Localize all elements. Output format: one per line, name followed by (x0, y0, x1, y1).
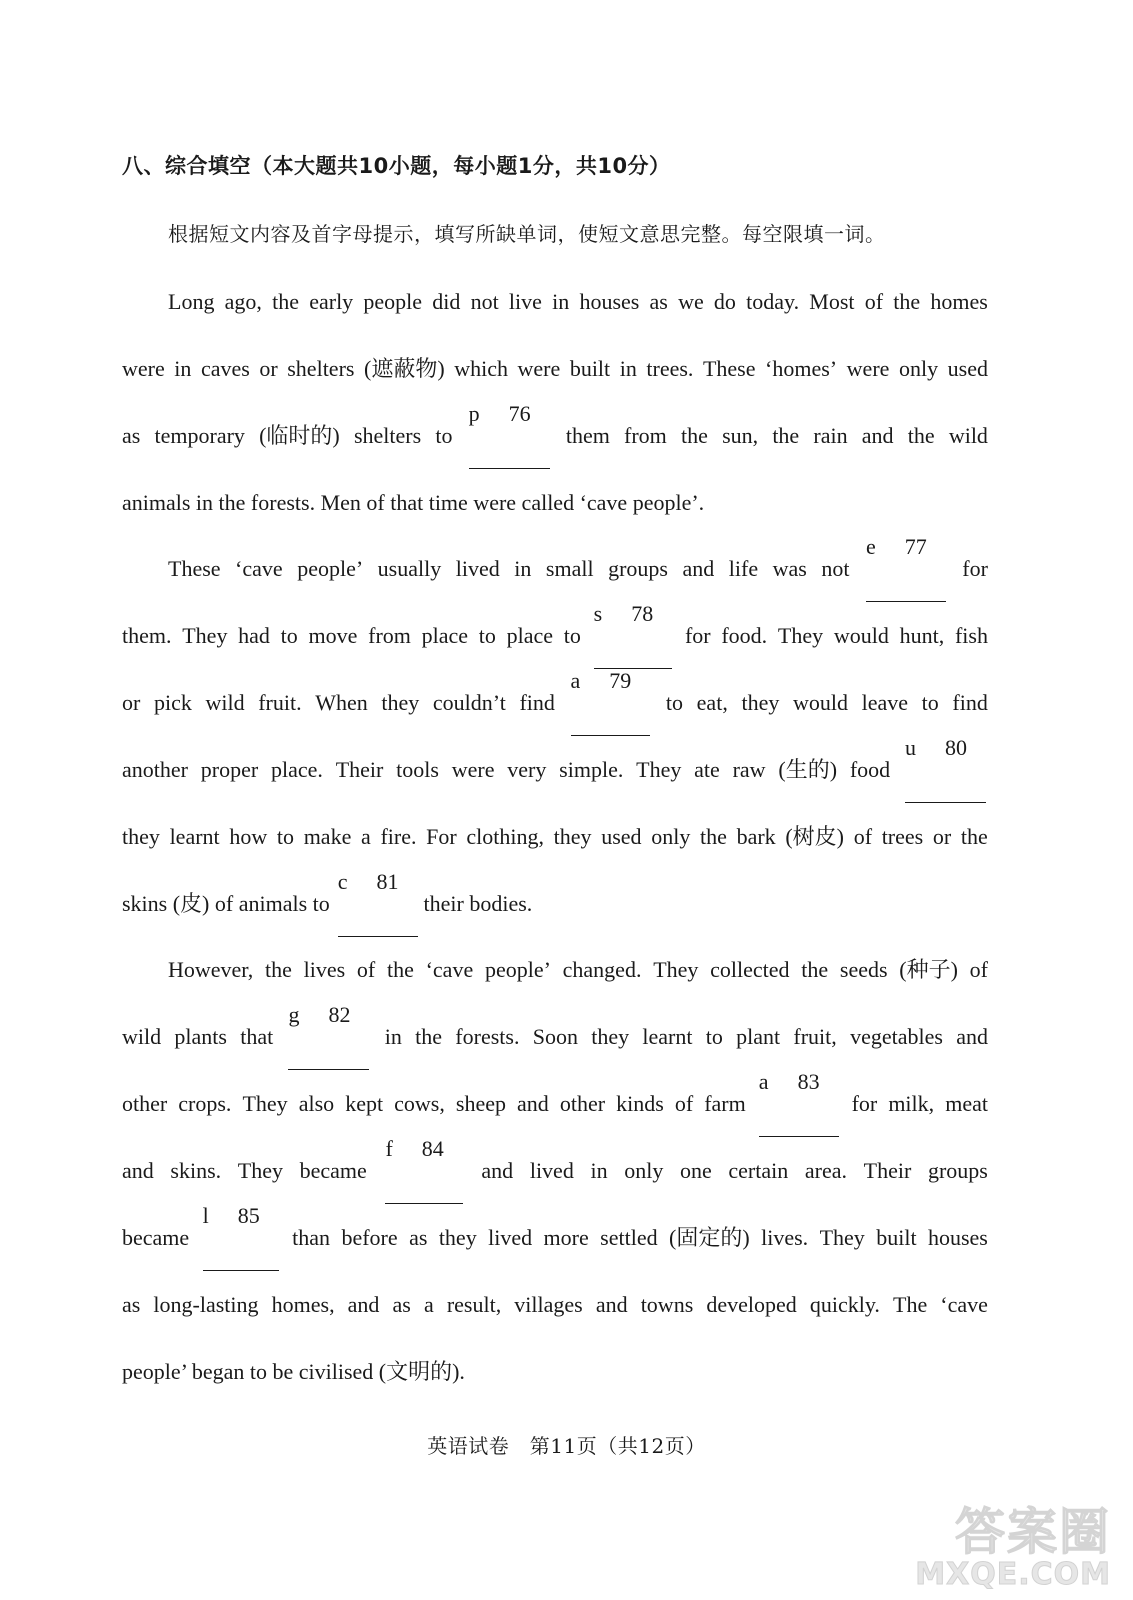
text-line (122, 1137, 988, 1204)
word: to (705, 1024, 723, 1049)
blank-82[interactable]: g 82 (288, 1003, 369, 1070)
word: These (168, 556, 221, 581)
word: and (122, 1158, 154, 1183)
word: were (517, 356, 561, 381)
word: life (728, 556, 759, 581)
word: than (292, 1225, 331, 1250)
word: ate (694, 757, 720, 782)
word: would (833, 623, 889, 648)
word: the (415, 1024, 443, 1049)
word: not (821, 556, 850, 581)
word: These (702, 356, 756, 381)
line-text: people’ began to be civilised (文明的). (122, 1359, 465, 1384)
text-line (122, 535, 988, 602)
text-line (122, 469, 988, 536)
word: place. (270, 757, 323, 782)
section-heading: 八、综合填空（本大题共10小题，每小题1分，共10分） (122, 154, 671, 178)
word: food (849, 757, 891, 782)
word: before (341, 1225, 398, 1250)
word: shelters (287, 356, 355, 381)
word: and (481, 1158, 514, 1183)
text-line (122, 736, 988, 803)
word: people’ (484, 957, 551, 982)
word: as (649, 289, 668, 314)
word: the (386, 957, 414, 982)
word: the (680, 423, 708, 448)
word: Most (809, 289, 855, 314)
word: fruit, (793, 1024, 837, 1049)
word: They (653, 957, 699, 982)
text-line (122, 602, 988, 669)
blank-76[interactable]: p 76 (469, 402, 550, 469)
word: groups (608, 556, 668, 581)
word: find (952, 690, 988, 715)
word: became (122, 1225, 190, 1250)
word: to (276, 824, 295, 849)
word: ‘cave (235, 556, 283, 581)
word: villages (514, 1292, 583, 1317)
word: which (454, 356, 508, 381)
word: quickly. (809, 1292, 880, 1317)
section-instruction: 根据短文内容及首字母提示，填写所缺单词，使短文意思完整。每空限填一词。 (168, 222, 886, 246)
word: the (264, 957, 292, 982)
word: live (508, 289, 542, 314)
word: were (451, 757, 495, 782)
blank-83[interactable]: a 83 (759, 1070, 839, 1137)
word: lives (303, 957, 346, 982)
blank-84[interactable]: f 84 (385, 1137, 462, 1204)
word: skins. (170, 1158, 222, 1183)
word: (生的) (778, 757, 838, 782)
word: to (435, 423, 453, 448)
word: eat, (696, 690, 728, 715)
word: the (772, 423, 800, 448)
word: lived (488, 1225, 533, 1250)
word: food. (721, 623, 768, 648)
passage-paragraph-2 (122, 535, 988, 937)
word: When (315, 690, 368, 715)
word: pick (153, 690, 192, 715)
word: tools (396, 757, 439, 782)
word: they (438, 1225, 477, 1250)
word: them (565, 423, 610, 448)
word: Soon (532, 1024, 578, 1049)
word: would (792, 690, 848, 715)
word: collected (710, 957, 790, 982)
word: of (864, 289, 884, 314)
word: people’ (297, 556, 364, 581)
word: Long (168, 289, 215, 314)
word: the (700, 824, 727, 849)
word: However, (168, 957, 254, 982)
word: caves (200, 356, 250, 381)
word: were (846, 356, 890, 381)
word: result, (446, 1292, 502, 1317)
word: or (932, 824, 952, 849)
word: they (591, 1024, 630, 1049)
word: ‘homes’ (765, 356, 838, 381)
word: used (601, 824, 642, 849)
word: to (921, 690, 939, 715)
blank-80[interactable]: u 80 (905, 736, 986, 803)
word: crops. (178, 1091, 232, 1116)
word: and (517, 1091, 549, 1116)
word: for (851, 1091, 878, 1116)
word: For (426, 824, 457, 849)
word: used (947, 356, 988, 381)
word: of (356, 957, 376, 982)
word: other (559, 1091, 606, 1116)
word: (树皮) (785, 824, 845, 849)
word: groups (927, 1158, 988, 1183)
word: the (801, 957, 829, 982)
word: built (876, 1225, 917, 1250)
word: to (665, 690, 684, 715)
word: lived (455, 556, 500, 581)
word: became (299, 1158, 367, 1183)
word: and (347, 1292, 380, 1317)
watermark-sub-text: MXQE.COM (915, 1557, 1111, 1592)
word: They (182, 623, 228, 648)
word: as (122, 423, 141, 448)
line-text: skins (皮) of animals to (122, 891, 330, 916)
word: they (741, 690, 780, 715)
word: we (678, 289, 704, 314)
word: cows, (394, 1091, 445, 1116)
word: (临时的) (259, 423, 340, 448)
text-line (122, 1070, 988, 1137)
word: to (280, 623, 298, 648)
word: not (470, 289, 499, 314)
word: small (545, 556, 594, 581)
word: wild (122, 1024, 162, 1049)
word: in (174, 356, 192, 381)
word: houses (579, 289, 640, 314)
word: the (893, 289, 921, 314)
word: lived (529, 1158, 574, 1183)
word: of (969, 957, 988, 982)
word: forests. (455, 1024, 520, 1049)
word: to (478, 623, 496, 648)
word: trees. (646, 356, 694, 381)
word: learnt (169, 824, 220, 849)
word: plant (736, 1024, 781, 1049)
text-line (122, 402, 988, 469)
word: shelters (353, 423, 422, 448)
word: find (519, 690, 555, 715)
word: and (682, 556, 715, 581)
word: temporary (154, 423, 245, 448)
word: settled (600, 1225, 658, 1250)
word: more (543, 1225, 589, 1250)
word: people (363, 289, 423, 314)
word: they (553, 824, 592, 849)
word: developed (706, 1292, 797, 1317)
word: or (259, 356, 278, 381)
word: place (506, 623, 554, 648)
word: from (624, 423, 667, 448)
word: long-lasting (153, 1292, 259, 1317)
word: also (298, 1091, 335, 1116)
word: in (514, 556, 532, 581)
word: one (680, 1158, 712, 1183)
word: built (569, 356, 611, 381)
text-line (122, 268, 988, 335)
watermark-logo (915, 1492, 1111, 1592)
word: in (619, 356, 637, 381)
word: in (552, 289, 570, 314)
word: vegetables (850, 1024, 943, 1049)
word: homes, (271, 1292, 335, 1317)
word: plants (174, 1024, 227, 1049)
word: were (122, 356, 165, 381)
passage-paragraph-3 (122, 936, 988, 1405)
word: They (636, 757, 682, 782)
word: from (368, 623, 411, 648)
blank-78[interactable]: s 78 (594, 602, 673, 669)
word: them. (122, 623, 172, 648)
word: another (122, 757, 188, 782)
word: seeds (839, 957, 888, 982)
text-line (122, 870, 988, 937)
word: very (507, 757, 547, 782)
blank-85[interactable]: l 85 (203, 1204, 279, 1271)
word: kinds (616, 1091, 664, 1116)
word: today. (746, 289, 800, 314)
word: only (898, 356, 939, 381)
word: Their (335, 757, 384, 782)
word: how (229, 824, 268, 849)
word: and (595, 1292, 628, 1317)
word: bark (736, 824, 776, 849)
word: fish (954, 623, 988, 648)
word: was (772, 556, 807, 581)
text-line (122, 669, 988, 736)
word: of (674, 1091, 694, 1116)
text-line (122, 803, 988, 870)
word: couldn’t (432, 690, 506, 715)
word: clothing, (466, 824, 544, 849)
word: changed. (562, 957, 642, 982)
word: the (960, 824, 988, 849)
text-line (122, 1204, 988, 1271)
word: They (237, 1158, 283, 1183)
word: as (409, 1225, 428, 1250)
word: towns (640, 1292, 694, 1317)
blank-77[interactable]: e 77 (866, 535, 946, 602)
text-line (122, 1003, 988, 1070)
word: early (309, 289, 354, 314)
word: the (907, 423, 935, 448)
word: simple. (559, 757, 624, 782)
word: learnt (642, 1024, 693, 1049)
word: only (624, 1158, 664, 1183)
word: fire. (380, 824, 417, 849)
word: make (303, 824, 352, 849)
word: leave (861, 690, 908, 715)
word: only (651, 824, 691, 849)
word: to (563, 623, 581, 648)
word: a (423, 1292, 434, 1317)
word: kept (345, 1091, 384, 1116)
word: hunt, (899, 623, 945, 648)
word: ‘cave (425, 957, 474, 982)
word: wild (205, 690, 245, 715)
word: sun, (722, 423, 759, 448)
word: as (392, 1292, 411, 1317)
word: had (238, 623, 270, 648)
word: The (893, 1292, 928, 1317)
word: other (122, 1091, 168, 1116)
word: do (713, 289, 736, 314)
blank-79[interactable]: a 79 (571, 669, 651, 736)
word: the (272, 289, 300, 314)
blank-81[interactable]: c 81 (338, 870, 418, 937)
word: lives. (761, 1225, 809, 1250)
word: certain (728, 1158, 789, 1183)
word: (遮蔽物) (364, 356, 445, 381)
word: farm (704, 1091, 746, 1116)
word: They (242, 1091, 288, 1116)
word: for (962, 556, 988, 581)
word: of (853, 824, 873, 849)
word: they (122, 824, 160, 849)
word: wild (948, 423, 988, 448)
word: homes (930, 289, 988, 314)
text-line (122, 1271, 988, 1338)
word: move (308, 623, 358, 648)
word: proper (200, 757, 259, 782)
word: usually (377, 556, 442, 581)
word: in (590, 1158, 608, 1183)
word: trees (881, 824, 924, 849)
word: sheep (455, 1091, 506, 1116)
word: ‘cave (940, 1292, 988, 1317)
word: meat (945, 1091, 988, 1116)
text-line (122, 936, 988, 1003)
word: they (381, 690, 420, 715)
word: fruit. (258, 690, 302, 715)
line-text: animals in the forests. Men of that time were called ‘cave people’. (122, 490, 705, 515)
line-text: their bodies. (423, 891, 533, 916)
word: raw (732, 757, 766, 782)
word: (种子) (899, 957, 958, 982)
passage-paragraph-1 (122, 268, 988, 536)
word: for (684, 623, 711, 648)
text-line (122, 1338, 988, 1405)
word: did (432, 289, 461, 314)
word: rain (813, 423, 848, 448)
word: a (361, 824, 371, 849)
word: They (777, 623, 824, 648)
word: in (384, 1024, 402, 1049)
word: that (240, 1024, 274, 1049)
word: place (421, 623, 469, 648)
word: milk, (888, 1091, 935, 1116)
word: houses (927, 1225, 988, 1250)
word: or (122, 690, 141, 715)
word: and (861, 423, 894, 448)
word: as (122, 1292, 141, 1317)
text-line (122, 335, 988, 402)
word: (固定的) (669, 1225, 750, 1250)
page-footer: 英语试卷 第11页（共12页） (427, 1434, 706, 1458)
watermark-main-text: 答案圈 (955, 1503, 1111, 1561)
word: area. (804, 1158, 848, 1183)
word: They (819, 1225, 865, 1250)
word: and (956, 1024, 988, 1049)
word: ago, (224, 289, 262, 314)
word: Their (863, 1158, 912, 1183)
